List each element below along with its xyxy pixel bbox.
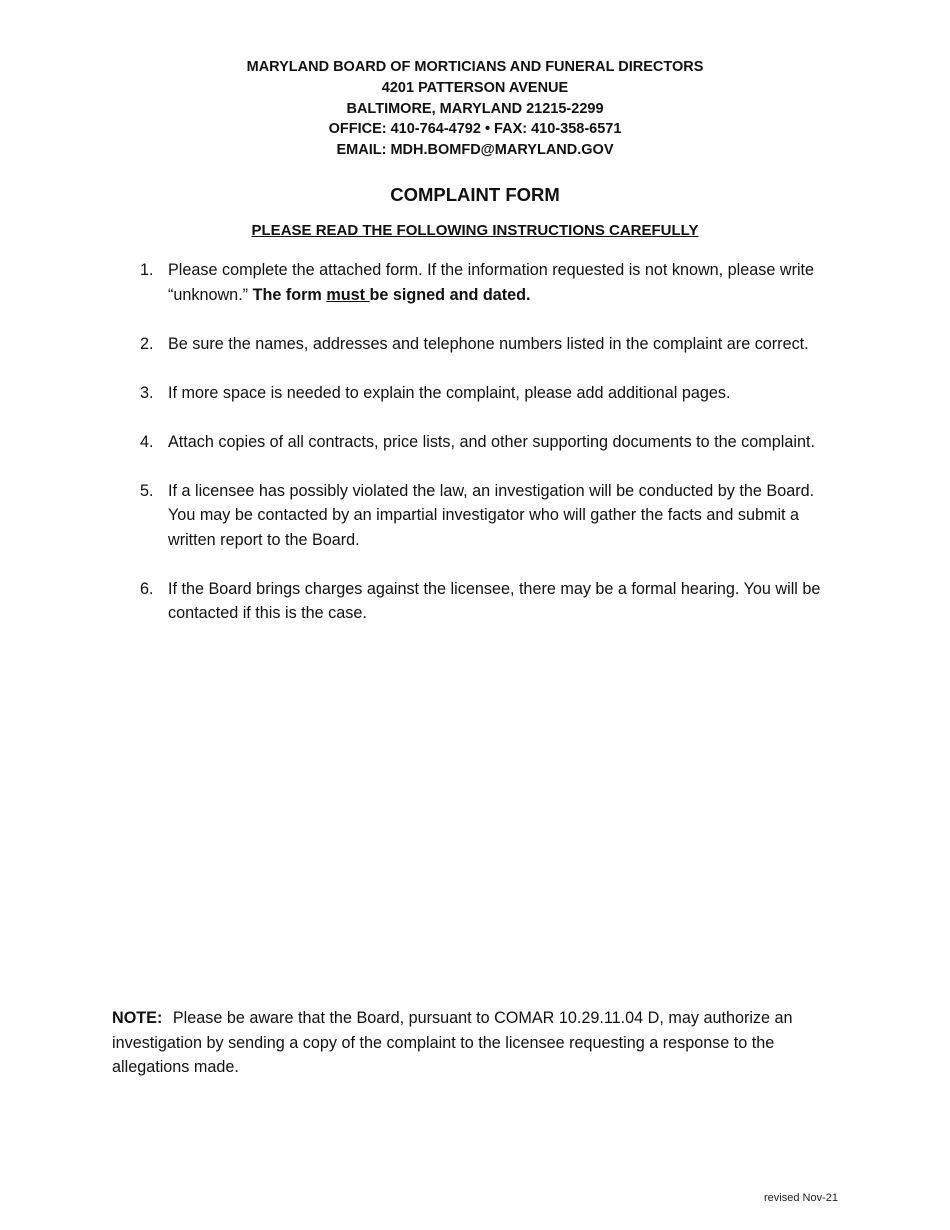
- org-name: MARYLAND BOARD OF MORTICIANS AND FUNERAL DIRECTORS: [246, 59, 704, 75]
- street-address: 4201 PATTERSON AVENUE: [381, 79, 569, 96]
- instruction-text: If more space is needed to explain the complaint, please add additional pages.: [168, 383, 731, 402]
- instruction-text: If the Board brings charges against the licensee, there may be a formal hearing. You will be contacted if this is the case.: [168, 579, 821, 622]
- instruction-item: [140, 381, 830, 406]
- note-paragraph: [112, 1006, 832, 1080]
- instruction-item: [140, 430, 830, 455]
- instruction-number: 6.: [140, 579, 154, 598]
- email-address: EMAIL: MDH.BOMFD@MARYLAND.GOV: [336, 142, 614, 159]
- instruction-number: 1.: [140, 261, 154, 279]
- city-state-zip: BALTIMORE, MARYLAND 21215-2299: [346, 100, 604, 117]
- instructions-heading: PLEASE READ THE FOLLOWING INSTRUCTIONS CAREFULLY: [251, 222, 699, 239]
- instruction-emphasis: be signed and dated.: [369, 285, 531, 304]
- instruction-text: If a licensee has possibly violated the law, an investigation will be conducted by the Board. You may be contacted by an impartial investigator who will gather the facts and submit a written report to the Board.: [168, 481, 815, 549]
- phone-fax: OFFICE: 410-764-4792 • FAX: 410-358-6571: [328, 121, 622, 138]
- instruction-number: 4.: [140, 432, 154, 451]
- instruction-emphasis-underlined: must: [326, 285, 370, 304]
- revision-date: revised Nov-21: [764, 1192, 838, 1204]
- instruction-item: [140, 479, 830, 553]
- instruction-number: 3.: [140, 383, 154, 402]
- instruction-item: [140, 332, 830, 357]
- instruction-text: Attach copies of all contracts, price lists, and other supporting documents to the complaint.: [168, 432, 815, 451]
- instruction-emphasis: The form: [252, 285, 327, 304]
- instruction-text: Be sure the names, addresses and telephone numbers listed in the complaint are correct.: [168, 334, 809, 353]
- page-title: COMPLAINT FORM: [390, 184, 560, 205]
- instruction-item: [140, 258, 830, 307]
- letterhead: [0, 57, 950, 161]
- instruction-number: 5.: [140, 481, 154, 500]
- instruction-text: Please complete the attached form. If the information requested is not known, please write “unknown.”: [168, 261, 815, 304]
- instructions-list: [140, 258, 830, 650]
- note-text: Please be aware that the Board, pursuant to COMAR 10.29.11.04 D, may authorize an investigation by sending a copy of the complaint to the licensee requesting a response to the allegations made.: [112, 1009, 793, 1076]
- note-label: NOTE:: [112, 1009, 163, 1027]
- instruction-number: 2.: [140, 334, 154, 353]
- instruction-item: [140, 577, 830, 626]
